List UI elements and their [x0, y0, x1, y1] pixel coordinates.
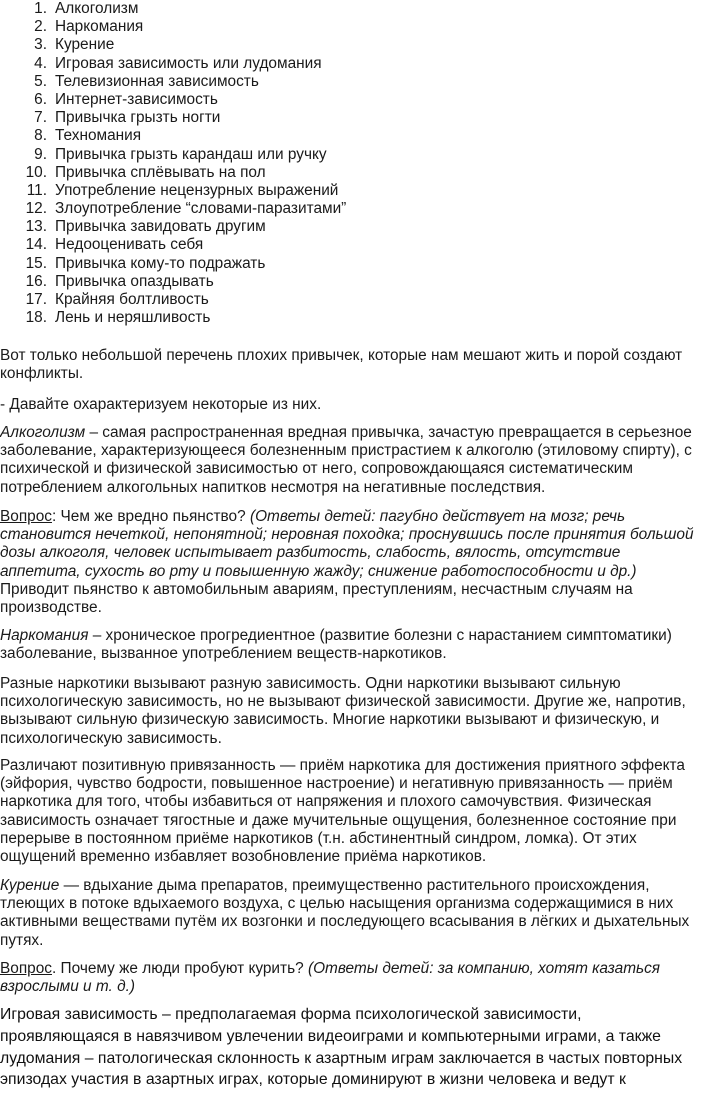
children-answers-2: (Ответы детей: за компанию, хотят казаться взрослыми и т. д.) — [0, 960, 661, 996]
gaming-addiction-paragraph: Игровая зависимость – предполагаемая форма психологической зависимости, проявляющаяся в навязчивом увлечении видеоиграми и компьютерными играми, а также лудомания – патологическая склонность к азартным играм заключается в частых повторных эпизодах участия в азартных играх, которые доминируют в жизни человека и ведут к — [0, 1006, 683, 1089]
list-item-number: 10. — [25, 163, 47, 181]
list-item-number: 7. — [34, 109, 47, 127]
alcoholism-term: Алкоголизм — [0, 424, 86, 441]
smoking-definition: — вдыхание дыма препаратов, преимущественно растительного происхождения, тлеющих в потоке вдыхаемого воздуха, с целью насыщения организма содержащимися в них активными веществами путём их возгонки и последующего всасывания в лёгких и дыхательных путях. — [0, 877, 690, 949]
list-item-text: Курение — [55, 36, 115, 54]
discussion-prompt: - Давайте охарактеризуем некоторые из них. — [0, 396, 322, 413]
question-label-2: Вопрос — [0, 960, 52, 977]
question-conclusion: Приводит пьянство к автомобильным авариям, преступлениям, несчастным случаям на производстве. — [0, 580, 633, 617]
list-item-text: Привычка кому-то подражать — [55, 254, 266, 272]
list-item-number: 3. — [34, 36, 47, 54]
list-item-text: Алкоголизм — [55, 0, 139, 17]
question-alcohol-paragraph — [0, 508, 700, 617]
list-item-text: Техномания — [55, 127, 142, 145]
list-item-text: Крайняя болтливость — [55, 291, 209, 308]
list-item-text: Лень и неряшливость — [55, 309, 211, 327]
list-item-number: 14. — [25, 236, 47, 254]
children-answers: (Ответы детей: пагубно действует на мозг; речь становится нечеткой, непонятной; неровная походка; проснувшись после принятия большой дозы алкоголя, человек испытывает разбитость, слабость, вялость, отсутствие аппетита, сухость во рту и повышенную жажду; снижение работоспособности и др.) — [0, 508, 694, 580]
list-item-number: 18. — [25, 309, 47, 327]
list-item-number: 13. — [25, 218, 47, 236]
list-item-text: Привычка грызть карандаш или ручку — [55, 145, 327, 163]
list-item-text: Привычка грызть ногти — [55, 109, 221, 127]
list-item-number: 17. — [25, 291, 47, 308]
alcoholism-paragraph — [0, 424, 700, 497]
list-item-text: Телевизионная зависимость — [55, 72, 259, 90]
question-text-2: . Почему же люди пробуют курить? — [51, 960, 308, 977]
question-smoking-paragraph — [0, 960, 700, 996]
list-item-number: 2. — [34, 18, 47, 36]
drug-dependence-paragraph: Разные наркотики вызывают разную зависимость. Одни наркотики вызывают сильную психологическую зависимость, но не вызывают физической зависимости. Другие же, напротив, вызывают сильную физическую зависимость. Многие наркотики вызывают и физическую, и психологическую зависимость. — [0, 675, 686, 747]
drug-attachment-paragraph: Различают позитивную привязанность — приём наркотика для достижения приятного эффекта (эйфория, чувство бодрости, повышенное настроение) и негативную привязанность — приём наркотика для того, чтобы избавиться от напряжения и плохого самочувствия. Физическая зависимость означает тягостные и даже мучительные ощущения, болезненное состояние при перерыве в постоянном приёме наркотиков (т.н. абстинентный синдром, ломка). От этих ощущений временно избавляет возобновление приёма наркотиков. — [0, 757, 685, 866]
list-item-text: Злоупотребление “словами-паразитами” — [55, 200, 347, 218]
drug-addiction-term: Наркомания — [0, 627, 89, 644]
list-item-number: 16. — [25, 272, 47, 290]
list-item-text: Игровая зависимость или лудомания — [55, 54, 322, 72]
list-item-number: 12. — [25, 200, 47, 218]
list-item-number: 9. — [34, 145, 47, 163]
list-item-text: Наркомания — [55, 18, 144, 36]
smoking-term: Курение — [0, 877, 60, 894]
smoking-paragraph — [0, 877, 700, 950]
list-item-text: Привычка завидовать другим — [55, 218, 266, 236]
list-item-number: 1. — [34, 0, 47, 17]
list-item-number: 5. — [34, 72, 47, 90]
list-item-number: 6. — [34, 90, 47, 108]
drug-addiction-paragraph — [0, 627, 700, 663]
drug-addiction-definition: – хроническое прогредиентное (развитие болезни с нарастанием симптоматики) заболевание, вызванное употреблением веществ-наркотиков. — [0, 627, 672, 663]
list-item-number: 11. — [26, 181, 47, 199]
list-item-number: 15. — [25, 254, 47, 272]
list-item-number: 8. — [34, 127, 47, 145]
list-item-text: Недооценивать себя — [55, 236, 204, 254]
alcoholism-definition: – самая распространенная вредная привычка, зачастую превращается в серьезное заболевание, характеризующееся болезненным пристрастием к алкоголю (этиловому спирту), с психической и физической зависимостью от него, сопровождающаяся систематическим потреблением алкогольных напитков несмотря на негативные последствия. — [0, 424, 692, 496]
list-item-text: Привычка опаздывать — [55, 272, 214, 290]
list-item-text: Употребление нецензурных выражений — [55, 181, 339, 199]
list-item-text: Интернет-зависимость — [55, 90, 218, 108]
list-item-text: Привычка сплёвывать на пол — [55, 163, 266, 181]
list-item-number: 4. — [34, 54, 47, 72]
intro-paragraph: Вот только небольшой перечень плохих привычек, которые нам мешают жить и порой создают конфликты. — [0, 347, 683, 383]
question-label: Вопрос — [0, 508, 52, 525]
question-text: : Чем же вредно пьянство? — [51, 508, 250, 525]
